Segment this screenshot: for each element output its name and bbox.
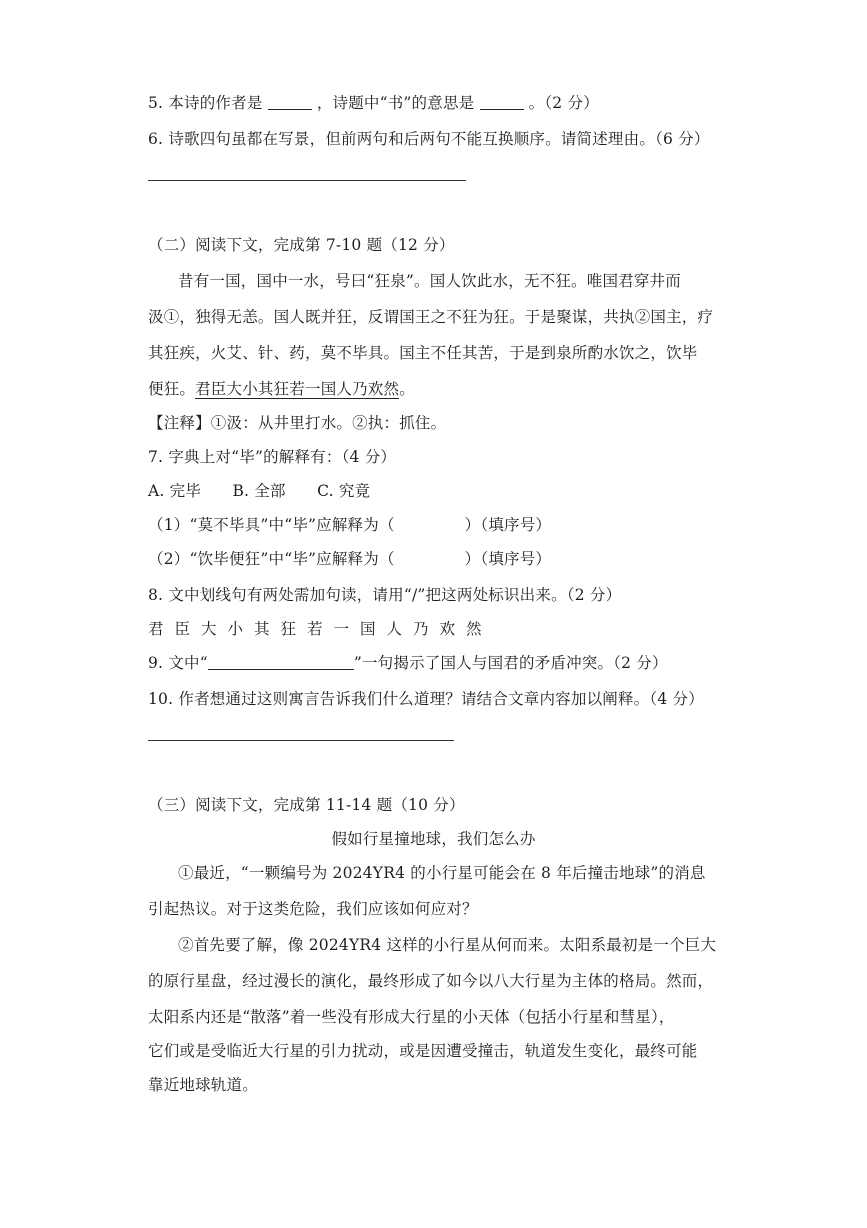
q10-answer-line[interactable] [148, 740, 454, 741]
passage-line-4-end: 。 [399, 380, 415, 398]
paragraph-2-line-3: 太阳系内还是“散落”着一些没有形成大行星的小天体（包括小行星和彗星）， [148, 1008, 675, 1026]
article-title: 假如行星撞地球，我们怎么办 [331, 830, 536, 848]
q5-text-c: 。（2 分） [528, 94, 599, 112]
question-7-stem: 7. 字典上对“毕”的解释有：（4 分） [148, 448, 397, 466]
q7-sub1-text-a: （1）“莫不毕具”中“毕”应解释为（ [148, 516, 395, 534]
paragraph-1-line-2: 引起热议。对于这类危险，我们应该如何应对？ [148, 900, 478, 918]
q5-answer-blank-meaning[interactable] [480, 93, 524, 110]
q5-answer-blank-author[interactable] [268, 93, 312, 110]
underlined-sentence: 君臣大小其狂若一国人乃欢然 [195, 380, 400, 398]
passage-line-4-plain: 便狂。 [148, 380, 196, 398]
q7-sub2-text-b: ）（填序号） [464, 550, 552, 568]
section-3-heading: （三）阅读下文，完成第 11-14 题（10 分） [148, 796, 465, 814]
passage-line-3: 其狂疾，火艾、针、药，莫不毕具。国主不任其苦，于是到泉所酌水饮之，饮毕 [148, 344, 698, 362]
q7-sub1-text-b: ）（填序号） [464, 516, 552, 534]
paragraph-2-line-5: 靠近地球轨道。 [148, 1076, 258, 1094]
question-7-options: A. 完毕 B. 全部 C. 究竟 [148, 482, 371, 500]
passage-line-1: 昔有一国，国中一水，号曰“狂泉”。国人饮此水，无不狂。唯国君穿井而 [178, 272, 681, 290]
question-5 [148, 92, 599, 114]
q6-answer-line[interactable] [148, 180, 466, 181]
passage-line-4 [148, 378, 415, 400]
question-10: 10. 作者想通过这则寓言告诉我们什么道理？请结合文章内容加以阐释。（4 分） [148, 690, 704, 708]
paragraph-2-line-2: 的原行星盘，经过漫长的演化，最终形成了如今以八大行星为主体的格局。然而， [148, 972, 714, 990]
q9-answer-blank[interactable] [208, 653, 354, 670]
section-2-heading: （二）阅读下文，完成第 7-10 题（12 分） [148, 236, 455, 254]
paragraph-2-line-1: ②首先要了解，像 2024YR4 这样的小行星从何而来。太阳系最初是一个巨大 [178, 936, 717, 954]
question-7-sub-2 [148, 548, 551, 570]
question-6: 6. 诗歌四句虽都在写景，但前两句和后两句不能互换顺序。请简述理由。（6 分） [148, 130, 710, 148]
q9-text-a: 9. 文中“ [148, 654, 208, 672]
annotation-note: 【注释】①汲：从井里打水。②执：抓住。 [148, 414, 447, 432]
q9-text-b: ”一句揭示了国人与国君的矛盾冲突。（2 分） [353, 654, 668, 672]
question-8-stem: 8. 文中划线句有两处需加句读，请用“/”把这两处标识出来。（2 分） [148, 586, 622, 604]
question-8-sentence[interactable]: 君臣大小其狂若一国人乃欢然 [148, 620, 493, 638]
question-9 [148, 652, 668, 674]
q5-text-a: 5. 本诗的作者是 [148, 94, 263, 112]
paragraph-1-line-1: ①最近，“一颗编号为 2024YR4 的小行星可能会在 8 年后撞击地球”的消息 [178, 864, 706, 882]
passage-line-2: 汲①，独得无恙。国人既并狂，反谓国王之不狂为狂。于是聚谋，共执②国主，疗 [148, 308, 714, 326]
q7-sub2-text-a: （2）“饮毕便狂”中“毕”应解释为（ [148, 550, 395, 568]
paragraph-2-line-4: 它们或是受临近大行星的引力扰动，或是因遭受撞击，轨道发生变化，最终可能 [148, 1042, 698, 1060]
question-7-sub-1 [148, 514, 551, 536]
q5-text-b: ，诗题中“书”的意思是 [316, 94, 475, 112]
